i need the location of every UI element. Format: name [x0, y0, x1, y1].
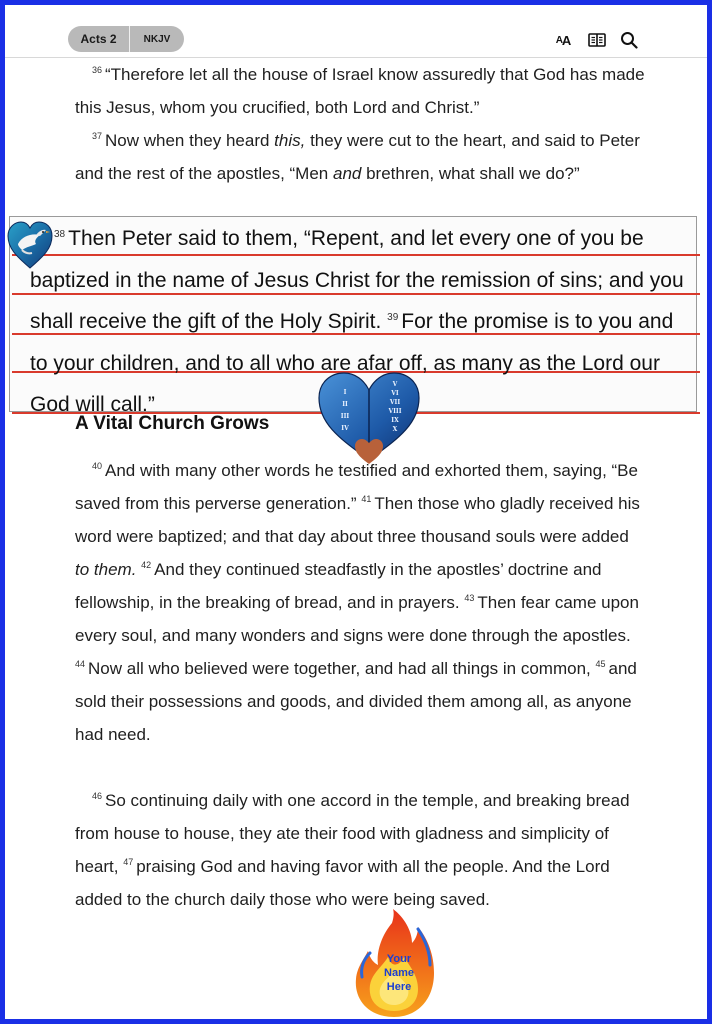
- verse-text[interactable]: So continuing daily with one accord in the temple, and breaking bread from house to house, they ate their food with gladness and simplicity of heart,: [75, 791, 630, 876]
- svg-text:VII: VII: [389, 399, 401, 406]
- verse-number: 47: [123, 857, 134, 868]
- verse-text[interactable]: brethren, what shall we do?”: [361, 164, 580, 183]
- book-icon[interactable]: [586, 29, 608, 51]
- verse-number: 43: [464, 593, 475, 604]
- verses-46-47-paragraph: [75, 784, 645, 916]
- verse-italic-word[interactable]: this,: [274, 131, 306, 150]
- verse-number: 46: [92, 791, 103, 802]
- verse-italic-word[interactable]: and: [332, 164, 362, 183]
- section-heading: A Vital Church Grows: [75, 413, 270, 434]
- verse-number: 42: [141, 560, 152, 571]
- flame-name-label: Your Name Here: [384, 953, 414, 993]
- svg-text:VIII: VIII: [388, 408, 402, 415]
- verse-number: 39: [387, 312, 399, 323]
- reader-toolbar: [5, 5, 707, 58]
- verse-number: 38: [54, 229, 66, 240]
- verse-text[interactable]: Then those who gladly received his word were baptized; and that day about three thousand souls were added: [75, 494, 640, 546]
- verse-number: 45: [595, 659, 606, 670]
- verse-number: 36: [92, 65, 103, 76]
- svg-text:IV: IV: [341, 425, 349, 432]
- book-chapter-button[interactable]: Acts 2: [68, 26, 130, 52]
- svg-text:IX: IX: [391, 417, 399, 424]
- verse-italic-word[interactable]: to them.: [75, 560, 137, 579]
- verse-text[interactable]: Now all who believed were together, and had all things in common,: [88, 659, 596, 678]
- svg-text:III: III: [340, 413, 350, 420]
- verse-text[interactable]: Now when they heard: [105, 131, 275, 150]
- verse-text[interactable]: Then fear came upon every soul, and many wonders and signs were done through the apostles.: [75, 593, 639, 645]
- svg-text:I: I: [343, 389, 347, 396]
- verse-text[interactable]: and sold their possessions and goods, and divided them among all, as anyone had need.: [75, 659, 637, 744]
- commandment-tablets-heart-icon: [315, 370, 423, 466]
- verse-text[interactable]: praising God and having favor with all the people. And the Lord added to the church daily those who were being saved.: [75, 857, 610, 909]
- dove-heart-icon: [6, 220, 54, 270]
- verses-40-45-paragraph: [75, 454, 645, 751]
- verse-text[interactable]: And they continued steadfastly in the apostles’ doctrine and fellowship, in the breaking of bread, and in prayers.: [75, 560, 602, 612]
- verse-37-paragraph: [75, 124, 645, 190]
- svg-text:VI: VI: [391, 390, 399, 397]
- version-button[interactable]: NKJV: [143, 33, 171, 45]
- verse-number: 41: [361, 494, 372, 505]
- verse-text[interactable]: And with many other words he testified and exhorted them, saying, “Be saved from this perverse generation.”: [75, 461, 638, 513]
- verse-number: 37: [92, 131, 103, 142]
- search-icon[interactable]: [618, 29, 640, 51]
- verse-text[interactable]: Then Peter said to them, “Repent, and let every one of you be baptized in the name of Jesus Christ for the remission of sins; and you shall receive the gift of the Holy Spirit.: [30, 227, 684, 333]
- verse-number: 44: [75, 659, 86, 670]
- svg-text:II: II: [342, 401, 348, 408]
- verse-text[interactable]: For the promise is to you and to your children, and to all who are afar off, as many as the Lord our God will call.”: [30, 310, 674, 416]
- passage-selector[interactable]: [68, 26, 184, 52]
- verse-36-paragraph: [75, 58, 645, 124]
- svg-text:V: V: [392, 381, 398, 388]
- verse-text[interactable]: they were cut to the heart, and said to Peter and the rest of the apostles, “Men: [75, 131, 640, 183]
- svg-text:X: X: [392, 426, 398, 433]
- font-size-icon[interactable]: A A: [555, 32, 571, 48]
- verse-number: 40: [92, 461, 103, 472]
- verse-text[interactable]: “Therefore let all the house of Israel know assuredly that God has made this Jesus, whom you crucified, both Lord and Christ.”: [75, 65, 645, 117]
